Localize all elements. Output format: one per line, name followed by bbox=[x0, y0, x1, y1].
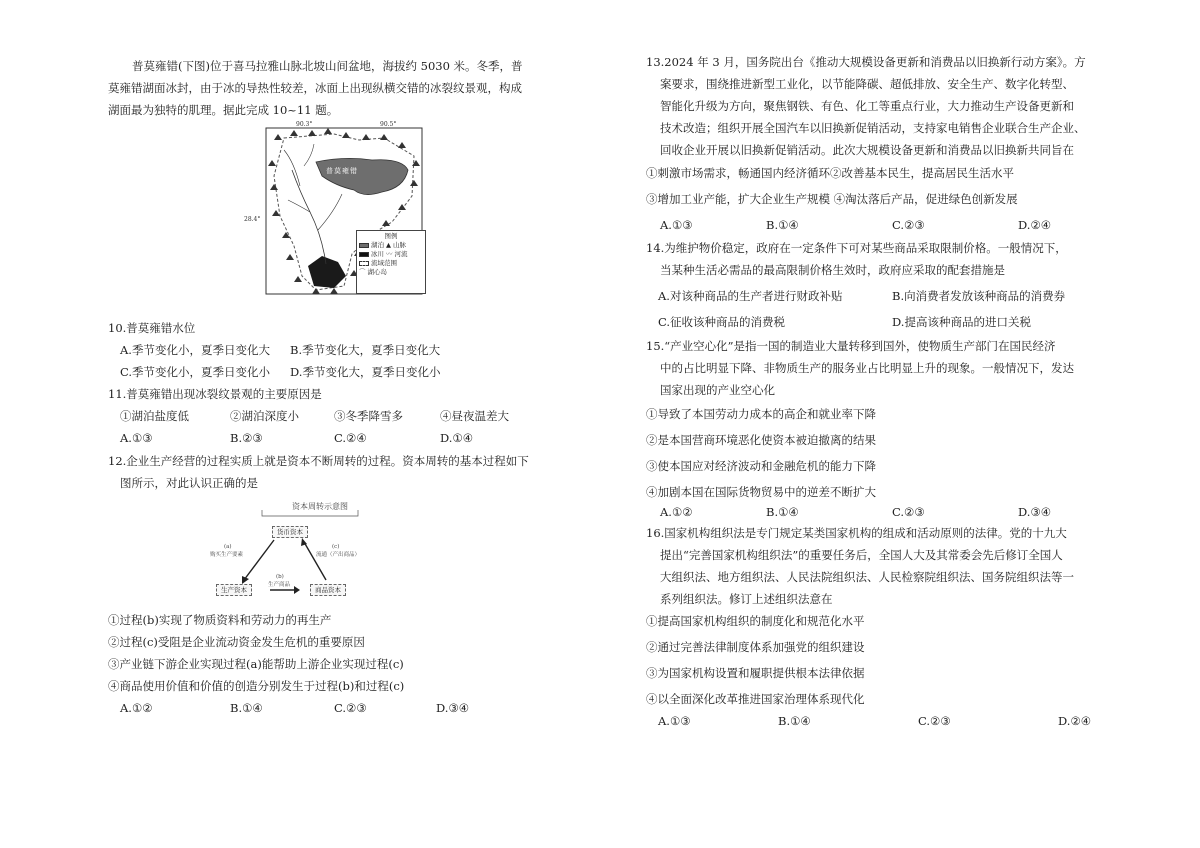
longitude-label-left: 90.3° bbox=[296, 121, 313, 128]
intro-line-1: 普莫雍错(下图)位于喜马拉雅山脉北坡山间盆地，海拔约 5030 米。冬季，普 bbox=[132, 59, 523, 73]
legend-island: 湖心岛 bbox=[367, 268, 387, 276]
q11-option-d: D.①④ bbox=[440, 431, 474, 445]
q14-stem-line-2: 当某种生活必需品的最高限制价格生效时，政府应采取的配套措施是 bbox=[660, 263, 1005, 277]
q16-item-4: ④以全面深化改革推进国家治理体系现代化 bbox=[646, 692, 865, 706]
q13-option-a: A.①③ bbox=[660, 218, 693, 232]
label-c-text: 流通（产出商品） bbox=[316, 552, 361, 558]
q15-stem-line-1: 15.“产业空心化”是指一国的制造业大量转移到国外，使物质生产部门在国民经济 bbox=[646, 339, 1056, 353]
q14-option-c: C.征收该种商品的消费税 bbox=[658, 315, 786, 329]
q14-option-a: A.对该种商品的生产者进行财政补贴 bbox=[658, 289, 843, 303]
q12-option-c: C.②③ bbox=[334, 701, 367, 715]
box-commodity-capital: 商品资本 bbox=[310, 584, 346, 596]
q15-option-d: D.③④ bbox=[1018, 505, 1052, 519]
q12-option-b: B.①④ bbox=[230, 701, 263, 715]
q16-stem-line-4: 系列组织法。修订上述组织法意在 bbox=[660, 592, 833, 606]
q16-stem-line-2: 提出“完善国家机构组织法”的重要任务后，全国人大及其常委会先后修订全国人 bbox=[660, 548, 1063, 562]
q11-item-2: ②湖泊深度小 bbox=[230, 409, 299, 423]
q12-item-3: ③产业链下游企业实现过程(a)能帮助上游企业实现过程(c) bbox=[108, 657, 404, 671]
q11-option-b: B.②③ bbox=[230, 431, 263, 445]
q10-option-d: D.季节变化大，夏季日变化小 bbox=[290, 365, 441, 379]
q16-item-2: ②通过完善法律制度体系加强党的组织建设 bbox=[646, 640, 865, 654]
intro-line-2: 莫雍错湖面冰封，由于冰的导热性较差，冰面上出现纵横交错的冰裂纹景观，构成 bbox=[108, 81, 522, 95]
legend-lake: 湖泊 bbox=[371, 241, 384, 249]
legend-title: 图例 bbox=[384, 232, 398, 240]
q13-stem-line-1: 13.2024 年 3 月，国务院出台《推动大规模设备更新和消费品以旧换新行动方案》。方 bbox=[646, 55, 1086, 69]
q15-item-3: ③使本国应对经济波动和金融危机的能力下降 bbox=[646, 459, 876, 473]
q15-item-2: ②是本国营商环境恶化使资本被迫撤离的结果 bbox=[646, 433, 876, 447]
q13-stem-line-3: 智能化升级为方向，聚焦钢铁、有色、化工等重点行业，大力推动生产设备更新和 bbox=[660, 99, 1074, 113]
q15-item-1: ①导致了本国劳动力成本的高企和就业率下降 bbox=[646, 407, 876, 421]
glacier-swatch-icon bbox=[359, 252, 369, 257]
q13-option-d: D.②④ bbox=[1018, 218, 1052, 232]
q16-option-d: D.②④ bbox=[1058, 714, 1092, 728]
q14-stem-line-1: 14.为维护物价稳定，政府在一定条件下可对某些商品采取限制价格。一般情况下， bbox=[646, 241, 1067, 255]
q16-option-c: C.②③ bbox=[918, 714, 951, 728]
mountain-icon: ▲ bbox=[386, 241, 391, 249]
q15-option-c: C.②③ bbox=[892, 505, 925, 519]
q16-option-a: A.①③ bbox=[658, 714, 691, 728]
q14-option-d: D.提高该种商品的进口关税 bbox=[892, 315, 1031, 329]
q15-stem-line-3: 国家出现的产业空心化 bbox=[660, 383, 775, 397]
q15-item-4: ④加剧本国在国际货物贸易中的逆差不断扩大 bbox=[646, 485, 876, 499]
label-b: (b) bbox=[276, 574, 284, 580]
q14-option-b: B.向消费者发放该种商品的消费券 bbox=[892, 289, 1066, 303]
q13-stem-line-5: 回收企业开展以旧换新促销活动。此次大规模设备更新和消费品以旧换新共同旨在 bbox=[660, 143, 1074, 157]
q16-stem-line-3: 大组织法、地方组织法、人民法院组织法、人民检察院组织法、国务院组织法等一 bbox=[660, 570, 1074, 584]
box-money-capital: 货币资本 bbox=[272, 526, 308, 538]
basin-swatch-icon bbox=[359, 261, 369, 266]
q11-item-4: ④昼夜温差大 bbox=[440, 409, 509, 423]
q10-option-c: C.季节变化小，夏季日变化小 bbox=[120, 365, 271, 379]
q12-item-4: ④商品使用价值和价值的创造分别发生于过程(b)和过程(c) bbox=[108, 679, 405, 693]
q13-item-12: ①刺激市场需求，畅通国内经济循环②改善基本民生，提高居民生活水平 bbox=[646, 166, 1014, 180]
q12-stem-line-1: 12.企业生产经营的过程实质上就是资本不断周转的过程。资本周转的基本过程如下 bbox=[108, 454, 529, 468]
q16-item-1: ①提高国家机构组织的制度化和规范化水平 bbox=[646, 614, 865, 628]
q13-option-b: B.①④ bbox=[766, 218, 799, 232]
river-icon: 〰 bbox=[386, 250, 393, 258]
lake-swatch-icon bbox=[359, 243, 369, 248]
capital-turnover-diagram bbox=[200, 500, 380, 600]
legend-mountain: 山脉 bbox=[393, 241, 406, 249]
q13-stem-line-2: 案要求，围绕推进新型工业化，以节能降碳、超低排放、安全生产、数字化转型、 bbox=[660, 77, 1074, 91]
q12-option-d: D.③④ bbox=[436, 701, 470, 715]
q10-stem: 10.普莫雍错水位 bbox=[108, 321, 196, 335]
q13-option-c: C.②③ bbox=[892, 218, 925, 232]
intro-line-3: 湖面最为独特的肌理。据此完成 10~11 题。 bbox=[108, 103, 339, 117]
q16-item-3: ③为国家机构设置和履职提供根本法律依据 bbox=[646, 666, 865, 680]
label-a: (a) bbox=[224, 544, 232, 550]
diagram-title: 资本周转示意图 bbox=[292, 502, 348, 511]
q12-item-1: ①过程(b)实现了物质资料和劳动力的再生产 bbox=[108, 613, 332, 627]
q12-stem-line-2: 图所示，对此认识正确的是 bbox=[120, 476, 258, 490]
legend-basin: 流域范围 bbox=[371, 259, 397, 267]
label-b-text: 生产商品 bbox=[268, 582, 291, 588]
q11-item-1: ①湖泊盐度低 bbox=[120, 409, 189, 423]
island-icon: ⌒ bbox=[359, 268, 366, 276]
q11-option-a: A.①③ bbox=[120, 431, 153, 445]
q15-stem-line-2: 中的占比明显下降、非物质生产的服务业占比明显上升的现象。一般情况下，发达 bbox=[660, 361, 1074, 375]
q11-item-3: ③冬季降雪多 bbox=[334, 409, 403, 423]
label-c: (c) bbox=[332, 544, 340, 550]
q16-option-b: B.①④ bbox=[778, 714, 811, 728]
lake-name-label: 普莫雍错 bbox=[326, 167, 358, 175]
q10-option-b: B.季节变化大，夏季日变化大 bbox=[290, 343, 441, 357]
label-a-text: 购买生产要素 bbox=[210, 552, 244, 558]
q11-stem: 11.普莫雍错出现冰裂纹景观的主要原因是 bbox=[108, 387, 322, 401]
q15-option-a: A.①② bbox=[660, 505, 693, 519]
longitude-label-right: 90.5° bbox=[380, 121, 397, 128]
q11-option-c: C.②④ bbox=[334, 431, 367, 445]
q16-stem-line-1: 16.国家机构组织法是专门规定某类国家机构的组成和活动原则的法律。党的十九大 bbox=[646, 526, 1067, 540]
q12-item-2: ②过程(c)受阻是企业流动资金发生危机的重要原因 bbox=[108, 635, 365, 649]
q10-option-a: A.季节变化小，夏季日变化大 bbox=[120, 343, 270, 357]
legend-glacier: 冰川 bbox=[371, 250, 384, 258]
box-production-capital: 生产资本 bbox=[216, 584, 252, 596]
q13-item-34: ③增加工业产能，扩大企业生产规模 ④淘汰落后产品，促进绿色创新发展 bbox=[646, 192, 1018, 206]
legend-river: 河流 bbox=[394, 250, 408, 258]
q13-stem-line-4: 技术改造；组织开展全国汽车以旧换新促销活动，支持家电销售企业联合生产企业、 bbox=[660, 121, 1086, 135]
map-legend bbox=[356, 230, 426, 294]
latitude-label: 28.4° bbox=[244, 216, 261, 223]
q12-option-a: A.①② bbox=[120, 701, 153, 715]
q15-option-b: B.①④ bbox=[766, 505, 799, 519]
